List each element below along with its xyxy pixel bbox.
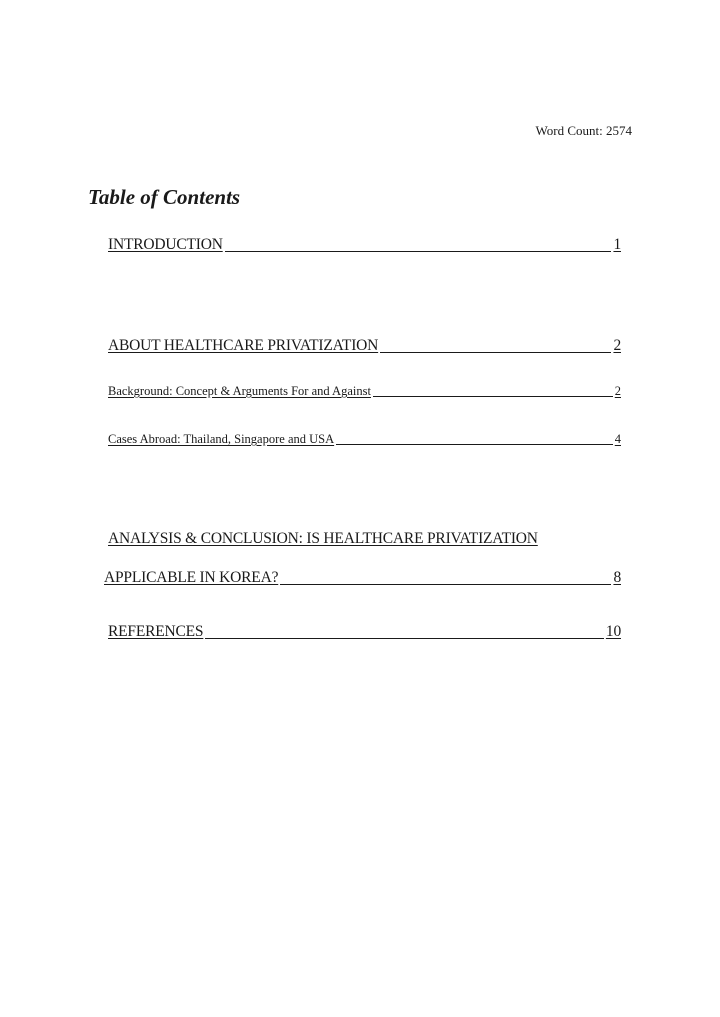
toc-entry-page: 4 — [614, 432, 621, 446]
toc-entry-page: 10 — [605, 623, 621, 640]
toc-entry-label: Background: Concept & Arguments For and Against — [108, 384, 371, 398]
toc-leader-line — [205, 637, 604, 639]
toc-entry-about-healthcare-privatization[interactable] — [108, 337, 621, 355]
toc-entry-label: REFERENCES — [108, 623, 204, 640]
toc-leader-line — [380, 351, 611, 353]
toc-entry-label: INTRODUCTION — [108, 236, 223, 253]
toc-leader-line — [373, 395, 613, 397]
toc-entry-page: 8 — [613, 569, 621, 586]
toc-title: Table of Contents — [88, 185, 241, 209]
toc-entry-page: 2 — [613, 337, 621, 354]
word-count: Word Count: 2574 — [535, 123, 632, 138]
toc-entry-page: 1 — [613, 236, 621, 253]
toc-entry-page: 2 — [614, 384, 621, 398]
toc-entry-cases-abroad[interactable] — [108, 432, 621, 447]
toc-entry-label: ABOUT HEALTHCARE PRIVATIZATION — [108, 337, 379, 354]
toc-leader-line — [336, 443, 613, 445]
toc-leader-line — [225, 250, 612, 252]
toc-entry-analysis-line1[interactable]: ANALYSIS & CONCLUSION: IS HEALTHCARE PRIVATIZATION — [108, 530, 538, 547]
toc-entry-introduction[interactable] — [108, 236, 621, 254]
toc-leader-line — [280, 583, 611, 585]
toc-entry-label: Cases Abroad: Thailand, Singapore and USA — [108, 432, 335, 446]
toc-entry-references[interactable] — [108, 623, 621, 641]
toc-entry-label: APPLICABLE IN KOREA? — [104, 569, 279, 586]
toc-entry-background[interactable] — [108, 384, 621, 399]
toc-entry-analysis-line2[interactable] — [104, 569, 621, 587]
